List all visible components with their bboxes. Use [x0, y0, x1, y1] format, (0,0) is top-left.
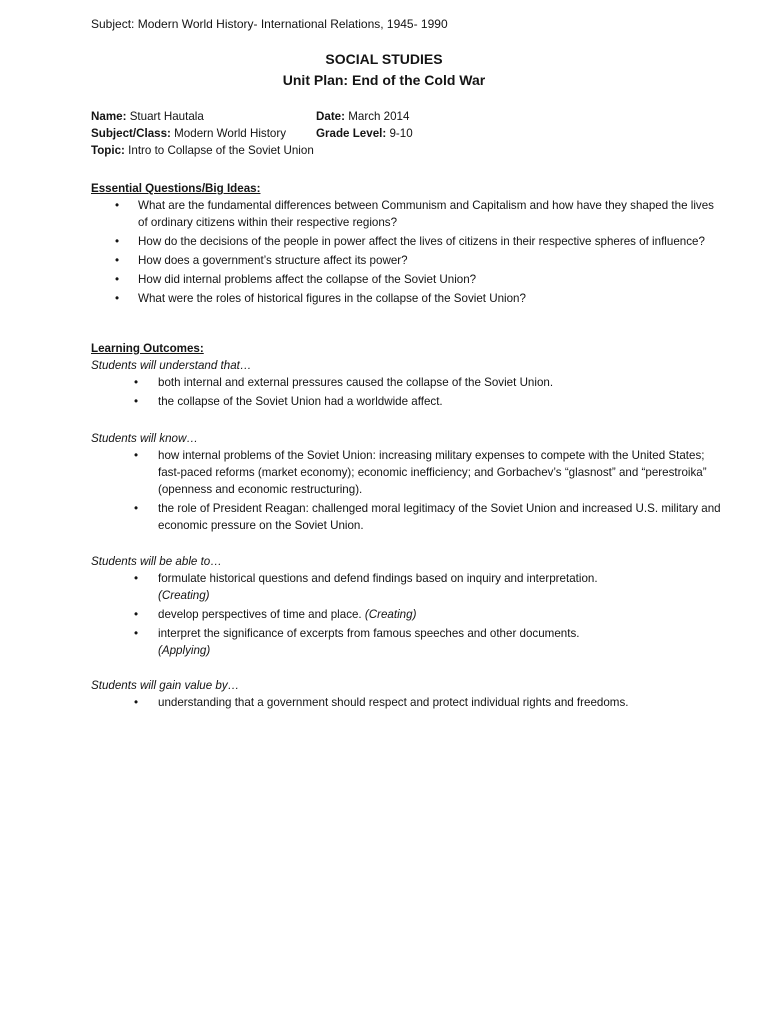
list-item: • How do the decisions of the people in power affect the lives of citizens in their respective spheres of influence?: [115, 235, 705, 248]
name-label: Name:: [91, 110, 127, 123]
bullet-icon: •: [134, 696, 139, 709]
info-row-topic: [91, 142, 711, 159]
outcomes-heading: Learning Outcomes:: [91, 342, 204, 355]
know-list: [91, 447, 721, 534]
grade-label: Grade Level:: [316, 127, 387, 140]
able-section: [91, 553, 721, 661]
info-row-class: [91, 125, 711, 142]
bullet-icon: •: [134, 376, 139, 389]
list-item: • interpret the significance of excerpts from famous speeches and other documents. (Applying): [134, 627, 580, 657]
bullet-icon: •: [115, 199, 120, 212]
list-item: • understanding that a government should respect and protect individual rights and freedoms.: [134, 696, 629, 709]
list-item: • develop perspectives of time and place. (Creating): [134, 608, 417, 621]
list-item: • What were the roles of historical figures in the collapse of the Soviet Union?: [115, 292, 526, 305]
bullet-icon: •: [134, 395, 139, 408]
able-lead: Students will be able to…: [91, 555, 222, 568]
bullet-icon: •: [115, 273, 120, 286]
list-item: • the collapse of the Soviet Union had a worldwide affect.: [134, 395, 443, 408]
know-section: [91, 430, 721, 536]
bullet-icon: •: [115, 235, 120, 248]
essential-list: [91, 197, 721, 307]
list-item: • the role of President Reagan: challenged moral legitimacy of the Soviet Union and increased U.S. military and economic pressure on the Soviet Union.: [134, 502, 721, 532]
grade-value: 9-10: [389, 127, 413, 140]
able-list: [91, 570, 721, 659]
essential-heading: Essential Questions/Big Ideas:: [91, 182, 261, 195]
topic-label: Topic:: [91, 144, 125, 157]
list-item: • How did internal problems affect the collapse of the Soviet Union?: [115, 273, 477, 286]
bullet-icon: •: [134, 572, 139, 585]
list-item: • how internal problems of the Soviet Union: increasing military expenses to compete with the United States; fast-paced reforms (market economy); economic inefficiency; and Gorbachev’s “glasnost” and “perestroika” (openness and economic restructuring).: [134, 449, 707, 496]
bullet-icon: •: [134, 449, 139, 462]
know-lead: Students will know…: [91, 432, 198, 445]
value-section: [91, 677, 721, 713]
subject-line: Subject: Modern World History- International Relations, 1945- 1990: [91, 17, 448, 31]
list-item: • How does a government’s structure affect its power?: [115, 254, 408, 267]
bullet-icon: •: [134, 502, 139, 515]
bullet-icon: •: [134, 627, 139, 640]
class-label: Subject/Class:: [91, 127, 171, 140]
doc-subtitle: Unit Plan: End of the Cold War: [282, 72, 486, 88]
learning-outcomes-section: [91, 340, 721, 412]
value-lead: Students will gain value by…: [91, 679, 240, 692]
understand-list: [91, 374, 721, 410]
bullet-icon: •: [134, 608, 139, 621]
essential-questions-section: [91, 180, 721, 309]
topic-value: Intro to Collapse of the Soviet Union: [128, 144, 314, 157]
list-item: • both internal and external pressures caused the collapse of the Soviet Union.: [134, 376, 554, 389]
bullet-icon: •: [115, 254, 120, 267]
value-list: [91, 694, 721, 711]
bullet-icon: •: [115, 292, 120, 305]
list-item: • What are the fundamental differences between Communism and Capitalism and how have they shaped the lives of ordinary citizens within their respective regions?: [115, 199, 714, 229]
info-row-name: [91, 108, 711, 125]
date-value: March 2014: [348, 110, 410, 123]
class-value: Modern World History: [174, 127, 287, 140]
date-label: Date:: [316, 110, 345, 123]
info-block: [91, 108, 711, 159]
list-item: • formulate historical questions and defend findings based on inquiry and interpretation. (Creating): [134, 572, 598, 602]
title-block: [0, 49, 768, 91]
understand-lead: Students will understand that…: [91, 359, 252, 372]
name-value: Stuart Hautala: [129, 110, 204, 123]
doc-title: SOCIAL STUDIES: [325, 51, 443, 67]
